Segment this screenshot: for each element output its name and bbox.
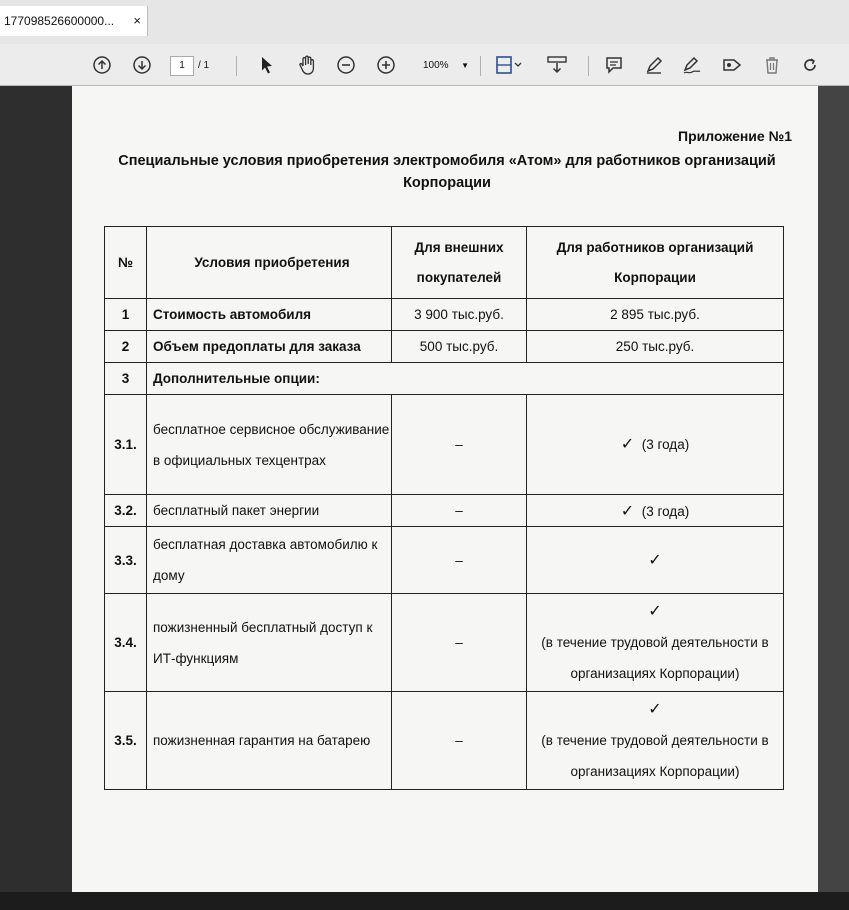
- zoom-value: 100%: [423, 60, 449, 71]
- table-row: [105, 331, 784, 363]
- rotate-icon[interactable]: [798, 53, 822, 77]
- row-num: 3.1.: [105, 395, 147, 495]
- toolbar-divider: [480, 56, 481, 76]
- close-tab-icon[interactable]: ×: [133, 13, 141, 28]
- next-page-icon[interactable]: [130, 53, 154, 77]
- page-total: / 1: [198, 60, 210, 71]
- highlight-pen-icon[interactable]: [642, 53, 666, 77]
- row-condition: бесплатное сервисное обслуживание в официальных техцентрах: [147, 395, 392, 495]
- row-num: 2: [105, 331, 147, 363]
- row-external: –: [392, 495, 527, 527]
- conditions-table: [104, 226, 784, 790]
- zoom-in-icon[interactable]: [374, 53, 398, 77]
- row-condition: бесплатный пакет энергии: [147, 495, 392, 527]
- viewer-right-margin: [818, 86, 849, 910]
- page-fit-icon[interactable]: [494, 53, 524, 77]
- table-row: [105, 299, 784, 331]
- row-num: 3: [105, 363, 147, 395]
- header-num: №: [105, 227, 147, 299]
- select-cursor-icon[interactable]: [256, 53, 278, 77]
- header-condition: Условия приобретения: [147, 227, 392, 299]
- row-num: 3.4.: [105, 594, 147, 692]
- row-employees: 2 895 тыс.руб.: [527, 299, 784, 331]
- toolbar-divider: [236, 56, 237, 76]
- previous-page-icon[interactable]: [90, 53, 114, 77]
- tab-title: 177098526600000...: [4, 14, 115, 28]
- row-condition: Стоимость автомобиля: [147, 299, 392, 331]
- table-row: [105, 692, 784, 790]
- chevron-down-icon: ▼: [461, 61, 469, 70]
- comment-icon[interactable]: [602, 53, 626, 77]
- row-num: 3.3.: [105, 527, 147, 594]
- pdf-toolbar: [0, 44, 849, 86]
- taskbar: [0, 892, 849, 910]
- zoom-select[interactable]: [413, 56, 475, 76]
- viewer-left-margin: [0, 86, 72, 910]
- hand-tool-icon[interactable]: [296, 53, 320, 77]
- checkmark-icon: ✓: [620, 436, 635, 453]
- row-condition: пожизненный бесплатный доступ к ИТ-функциям: [147, 594, 392, 692]
- stamp-icon[interactable]: [720, 53, 744, 77]
- document-page: [72, 86, 818, 892]
- row-external: 500 тыс.руб.: [392, 331, 527, 363]
- page-number-input[interactable]: 1: [170, 56, 194, 76]
- table-row: [105, 395, 784, 495]
- delete-icon[interactable]: [760, 53, 784, 77]
- row-external: –: [392, 395, 527, 495]
- header-external: Для внешних покупателей: [392, 227, 527, 299]
- row-num: 1: [105, 299, 147, 331]
- document-title: Специальные условия приобретения электромобиля «Атом» для работников организаций Корпорации: [118, 153, 776, 191]
- row-external: –: [392, 527, 527, 594]
- row-external: –: [392, 692, 527, 790]
- row-employees: (в течение трудовой деятельности в организациях Корпорации): [541, 733, 769, 779]
- download-icon[interactable]: [544, 53, 570, 77]
- row-employees-cell: [527, 594, 784, 692]
- draw-signature-icon[interactable]: [680, 53, 704, 77]
- row-employees: (3 года): [641, 437, 690, 452]
- checkmark-icon: ✓: [648, 603, 662, 620]
- row-external: –: [392, 594, 527, 692]
- row-num: 3.2.: [105, 495, 147, 527]
- toolbar-divider: [588, 56, 589, 76]
- row-condition: Объем предоплаты для заказа: [147, 331, 392, 363]
- row-employees: (3 года): [641, 503, 690, 519]
- checkmark-icon: ✓: [648, 551, 662, 569]
- row-employees-cell: [527, 527, 784, 594]
- row-employees-cell: [527, 692, 784, 790]
- header-employees: Для работников организаций Корпорации: [527, 227, 784, 299]
- row-condition: пожизненная гарантия на батарею: [147, 692, 392, 790]
- row-employees: 250 тыс.руб.: [527, 331, 784, 363]
- row-condition: бесплатная доставка автомобилю к дому: [147, 527, 392, 594]
- zoom-out-icon[interactable]: [334, 53, 358, 77]
- row-condition: Дополнительные опции:: [147, 363, 784, 395]
- checkmark-icon: ✓: [648, 701, 662, 718]
- row-external: 3 900 тыс.руб.: [392, 299, 527, 331]
- tab-strip: [0, 0, 849, 44]
- table-row: [105, 527, 784, 594]
- document-tab[interactable]: [0, 6, 148, 36]
- row-employees-cell: [527, 395, 784, 495]
- table-header-row: [105, 227, 784, 299]
- checkmark-icon: ✓: [620, 502, 635, 520]
- table-row: [105, 495, 784, 527]
- annex-label: Приложение №1: [678, 128, 792, 144]
- row-num: 3.5.: [105, 692, 147, 790]
- table-row: [105, 594, 784, 692]
- table-row: [105, 363, 784, 395]
- row-employees: (в течение трудовой деятельности в организациях Корпорации): [541, 635, 769, 681]
- row-employees-cell: [527, 495, 784, 527]
